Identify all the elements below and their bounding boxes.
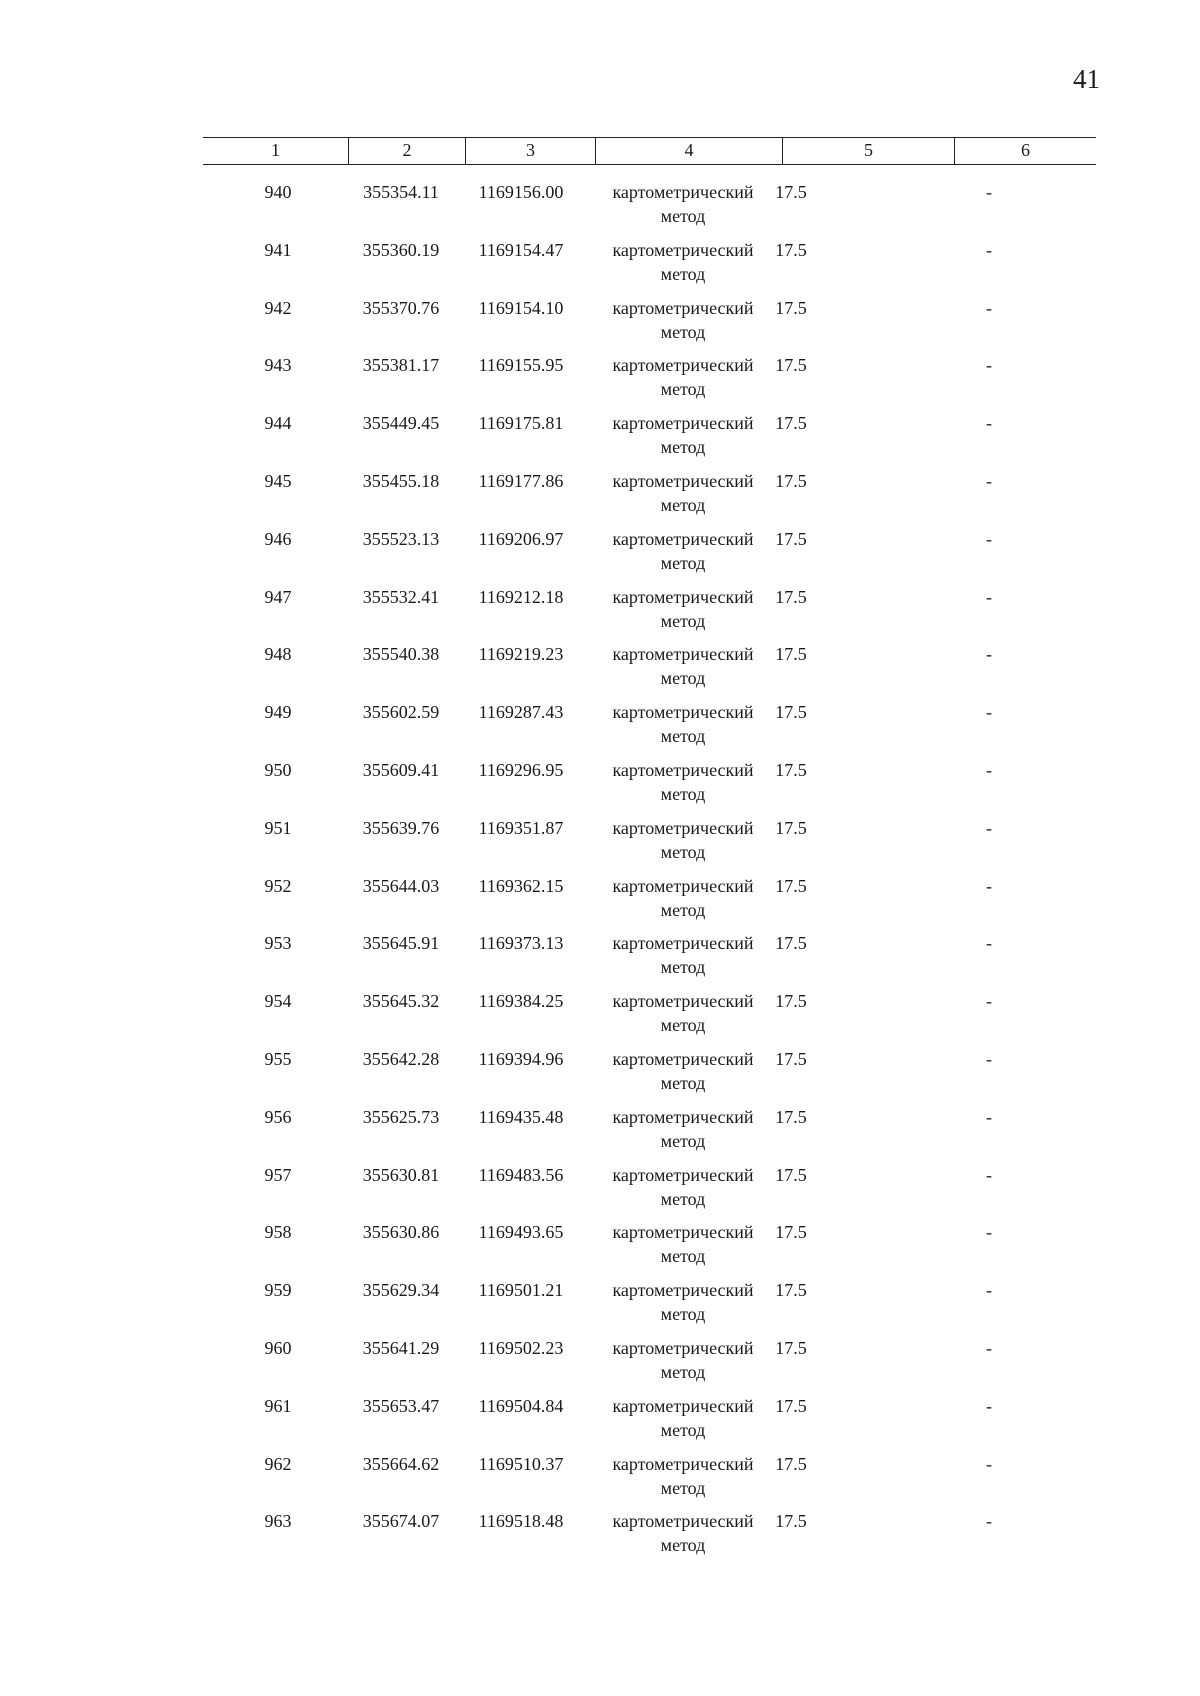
accuracy-value: 17.5 xyxy=(775,586,807,607)
point-number: 940 xyxy=(264,182,292,202)
accuracy-value: 17.5 xyxy=(775,1395,807,1416)
table-row xyxy=(203,527,1096,585)
table-row xyxy=(203,1220,1096,1278)
method-line-1: картометрический xyxy=(612,182,754,202)
empty-mark: - xyxy=(986,182,992,202)
method xyxy=(593,642,773,690)
accuracy-value: 17.5 xyxy=(775,817,807,838)
accuracy-value: 17.5 xyxy=(775,297,807,318)
method-line-2: метод xyxy=(660,263,706,284)
method xyxy=(593,238,773,286)
header-col-2: 2 xyxy=(349,138,466,164)
method-line-1: картометрический xyxy=(612,355,754,376)
coordinate-x: 355639.76 xyxy=(362,817,440,838)
empty-mark: - xyxy=(986,355,992,376)
coordinate-x: 355645.91 xyxy=(362,933,440,954)
coordinate-x: 355664.62 xyxy=(362,1453,440,1474)
table-row xyxy=(203,411,1096,469)
table-row xyxy=(203,758,1096,816)
table-row xyxy=(203,989,1096,1047)
method-line-2: метод xyxy=(660,783,706,804)
point-number: 944 xyxy=(264,413,292,434)
coordinate-y: 1169154.47 xyxy=(478,239,564,260)
empty-mark: - xyxy=(986,875,992,896)
method-line-1: картометрический xyxy=(612,1106,754,1127)
accuracy-value: 17.5 xyxy=(775,1106,807,1127)
method-line-1: картометрический xyxy=(612,297,754,318)
coordinate-y: 1169502.23 xyxy=(478,1337,564,1358)
method xyxy=(593,816,773,864)
point-number: 955 xyxy=(264,1048,292,1069)
coordinate-x: 355523.13 xyxy=(362,528,440,549)
point-number: 959 xyxy=(264,1280,292,1301)
method-line-2: метод xyxy=(660,1015,706,1036)
method-line-2: метод xyxy=(660,1361,706,1382)
empty-mark: - xyxy=(986,1222,992,1243)
coordinate-y: 1169175.81 xyxy=(478,413,564,434)
coordinate-y: 1169206.97 xyxy=(478,528,564,549)
method-line-2: метод xyxy=(660,899,706,920)
point-number: 956 xyxy=(264,1106,292,1127)
method xyxy=(593,469,773,517)
empty-mark: - xyxy=(986,297,992,318)
coordinate-y: 1169373.13 xyxy=(478,933,564,954)
coordinate-y: 1169518.48 xyxy=(478,1511,564,1532)
method xyxy=(593,1163,773,1211)
coordinate-y: 1169212.18 xyxy=(478,586,564,607)
point-number: 961 xyxy=(264,1395,292,1416)
accuracy-value: 17.5 xyxy=(775,182,807,202)
point-number: 958 xyxy=(264,1222,292,1243)
method-line-1: картометрический xyxy=(612,759,754,780)
accuracy-value: 17.5 xyxy=(775,1453,807,1474)
coordinate-x: 355455.18 xyxy=(362,470,440,491)
method xyxy=(593,1105,773,1153)
table-row xyxy=(203,296,1096,354)
coordinate-y: 1169510.37 xyxy=(478,1453,564,1474)
accuracy-value: 17.5 xyxy=(775,1280,807,1301)
empty-mark: - xyxy=(986,644,992,665)
coordinate-y: 1169501.21 xyxy=(478,1280,564,1301)
coordinate-y: 1169483.56 xyxy=(478,1164,564,1185)
method-line-2: метод xyxy=(660,1304,706,1325)
coordinate-y: 1169296.95 xyxy=(478,759,564,780)
coordinate-y: 1169219.23 xyxy=(478,644,564,665)
header-col-3: 3 xyxy=(466,138,596,164)
empty-mark: - xyxy=(986,239,992,260)
coordinate-x: 355370.76 xyxy=(362,297,440,318)
method-line-1: картометрический xyxy=(612,470,754,491)
table-row xyxy=(203,353,1096,411)
point-number: 960 xyxy=(264,1337,292,1358)
empty-mark: - xyxy=(986,1164,992,1185)
coordinate-y: 1169177.86 xyxy=(478,470,564,491)
table-row xyxy=(203,585,1096,643)
method-line-1: картометрический xyxy=(612,1453,754,1474)
table-body xyxy=(203,180,1096,1567)
accuracy-value: 17.5 xyxy=(775,644,807,665)
method-line-2: метод xyxy=(660,668,706,689)
empty-mark: - xyxy=(986,1280,992,1301)
header-col-6: 6 xyxy=(1021,140,1030,160)
method xyxy=(593,411,773,459)
coordinate-y: 1169287.43 xyxy=(478,702,564,723)
coordinate-x: 355609.41 xyxy=(362,759,440,780)
method-line-1: картометрический xyxy=(612,875,754,896)
method xyxy=(593,989,773,1037)
table-row xyxy=(203,931,1096,989)
table-row xyxy=(203,469,1096,527)
method-line-1: картометрический xyxy=(612,1337,754,1358)
header-col-4: 4 xyxy=(596,138,783,164)
coordinate-x: 355629.34 xyxy=(362,1280,440,1301)
empty-mark: - xyxy=(986,528,992,549)
method-line-1: картометрический xyxy=(612,413,754,434)
method xyxy=(593,1509,773,1557)
coordinate-y: 1169351.87 xyxy=(478,817,564,838)
accuracy-value: 17.5 xyxy=(775,1164,807,1185)
method xyxy=(593,1220,773,1268)
table-header xyxy=(203,137,1096,165)
empty-mark: - xyxy=(986,1453,992,1474)
method-line-2: метод xyxy=(660,1246,706,1267)
accuracy-value: 17.5 xyxy=(775,413,807,434)
header-col-1: 1 xyxy=(203,138,349,164)
accuracy-value: 17.5 xyxy=(775,528,807,549)
method-line-2: метод xyxy=(660,552,706,573)
table-row xyxy=(203,1163,1096,1221)
method-line-2: метод xyxy=(660,1477,706,1498)
point-number: 943 xyxy=(264,355,292,376)
coordinate-x: 355625.73 xyxy=(362,1106,440,1127)
coordinate-x: 355644.03 xyxy=(362,875,440,896)
point-number: 948 xyxy=(264,644,292,665)
method-line-2: метод xyxy=(660,1535,706,1556)
method-line-2: метод xyxy=(660,494,706,515)
coordinate-y: 1169504.84 xyxy=(478,1395,564,1416)
point-number: 950 xyxy=(264,759,292,780)
coordinate-x: 355645.32 xyxy=(362,991,440,1012)
method-line-1: картометрический xyxy=(612,1280,754,1301)
method-line-2: метод xyxy=(660,1419,706,1440)
method-line-2: метод xyxy=(660,1072,706,1093)
empty-mark: - xyxy=(986,1337,992,1358)
table-row xyxy=(203,1394,1096,1452)
coordinate-x: 355630.81 xyxy=(362,1164,440,1185)
table-row xyxy=(203,816,1096,874)
method-line-1: картометрический xyxy=(612,991,754,1012)
coordinate-x: 355532.41 xyxy=(362,586,440,607)
table-row xyxy=(203,1336,1096,1394)
method-line-1: картометрический xyxy=(612,528,754,549)
empty-mark: - xyxy=(986,991,992,1012)
empty-mark: - xyxy=(986,702,992,723)
method-line-1: картометрический xyxy=(612,817,754,838)
coordinate-x: 355630.86 xyxy=(362,1222,440,1243)
method xyxy=(593,1047,773,1095)
empty-mark: - xyxy=(986,1048,992,1069)
method-line-2: метод xyxy=(660,957,706,978)
point-number: 951 xyxy=(264,817,292,838)
table-row xyxy=(203,874,1096,932)
accuracy-value: 17.5 xyxy=(775,759,807,780)
method xyxy=(593,1336,773,1384)
method xyxy=(593,585,773,633)
method-line-2: метод xyxy=(660,321,706,342)
method xyxy=(593,931,773,979)
point-number: 963 xyxy=(264,1511,292,1532)
coordinate-y: 1169384.25 xyxy=(478,991,564,1012)
method-line-1: картометрический xyxy=(612,1511,754,1532)
method-line-1: картометрический xyxy=(612,586,754,607)
empty-mark: - xyxy=(986,1106,992,1127)
accuracy-value: 17.5 xyxy=(775,991,807,1012)
coordinate-x: 355602.59 xyxy=(362,702,440,723)
table-row xyxy=(203,1047,1096,1105)
empty-mark: - xyxy=(986,1511,992,1532)
coordinate-x: 355381.17 xyxy=(362,355,440,376)
accuracy-value: 17.5 xyxy=(775,1511,807,1532)
method-line-1: картометрический xyxy=(612,702,754,723)
empty-mark: - xyxy=(986,413,992,434)
empty-mark: - xyxy=(986,470,992,491)
point-number: 945 xyxy=(264,470,292,491)
point-number: 954 xyxy=(264,991,292,1012)
table-row xyxy=(203,1509,1096,1567)
method-line-1: картометрический xyxy=(612,1048,754,1069)
accuracy-value: 17.5 xyxy=(775,933,807,954)
method-line-1: картометрический xyxy=(612,933,754,954)
point-number: 941 xyxy=(264,239,292,260)
point-number: 942 xyxy=(264,297,292,318)
point-number: 953 xyxy=(264,933,292,954)
accuracy-value: 17.5 xyxy=(775,875,807,896)
coordinate-y: 1169156.00 xyxy=(478,182,564,202)
table-row xyxy=(203,700,1096,758)
method-line-2: метод xyxy=(660,437,706,458)
method-line-2: метод xyxy=(660,1130,706,1151)
coordinate-x: 355540.38 xyxy=(362,644,440,665)
method xyxy=(593,758,773,806)
empty-mark: - xyxy=(986,586,992,607)
method-line-2: метод xyxy=(660,379,706,400)
table-row xyxy=(203,1278,1096,1336)
header-col-5: 5 xyxy=(783,138,955,164)
table-row xyxy=(203,1105,1096,1163)
method-line-1: картометрический xyxy=(612,239,754,260)
empty-mark: - xyxy=(986,933,992,954)
coordinate-y: 1169435.48 xyxy=(478,1106,564,1127)
method-line-2: метод xyxy=(660,726,706,747)
point-number: 947 xyxy=(264,586,292,607)
method-line-2: метод xyxy=(660,841,706,862)
method-line-2: метод xyxy=(660,1188,706,1209)
empty-mark: - xyxy=(986,817,992,838)
coordinate-x: 355642.28 xyxy=(362,1048,440,1069)
method-line-1: картометрический xyxy=(612,1164,754,1185)
coordinate-y: 1169493.65 xyxy=(478,1222,564,1243)
method xyxy=(593,1452,773,1500)
table-row xyxy=(203,180,1096,238)
method xyxy=(593,527,773,575)
method xyxy=(593,180,773,228)
method-line-2: метод xyxy=(660,610,706,631)
accuracy-value: 17.5 xyxy=(775,355,807,376)
coordinate-x: 355354.11 xyxy=(363,182,439,202)
method-line-1: картометрический xyxy=(612,1222,754,1243)
method xyxy=(593,700,773,748)
table-row xyxy=(203,642,1096,700)
coordinate-x: 355449.45 xyxy=(362,413,440,434)
page-number: 41 xyxy=(1073,64,1100,94)
accuracy-value: 17.5 xyxy=(775,1048,807,1069)
accuracy-value: 17.5 xyxy=(775,470,807,491)
coordinate-y: 1169154.10 xyxy=(478,297,564,318)
method-line-2: метод xyxy=(660,206,706,226)
accuracy-value: 17.5 xyxy=(775,239,807,260)
accuracy-value: 17.5 xyxy=(775,1337,807,1358)
point-number: 949 xyxy=(264,702,292,723)
point-number: 962 xyxy=(264,1453,292,1474)
method xyxy=(593,1278,773,1326)
point-number: 946 xyxy=(264,528,292,549)
table-row xyxy=(203,1452,1096,1510)
coordinate-x: 355674.07 xyxy=(362,1511,440,1532)
coordinate-x: 355360.19 xyxy=(362,239,440,260)
point-number: 952 xyxy=(264,875,292,896)
method-line-1: картометрический xyxy=(612,1395,754,1416)
method-line-1: картометрический xyxy=(612,644,754,665)
method xyxy=(593,296,773,344)
accuracy-value: 17.5 xyxy=(775,702,807,723)
point-number: 957 xyxy=(264,1164,292,1185)
coordinate-y: 1169155.95 xyxy=(478,355,564,376)
method xyxy=(593,353,773,401)
method xyxy=(593,1394,773,1442)
coordinate-y: 1169394.96 xyxy=(478,1048,564,1069)
coordinate-x: 355653.47 xyxy=(362,1395,440,1416)
method xyxy=(593,874,773,922)
coordinate-y: 1169362.15 xyxy=(478,875,564,896)
table-row xyxy=(203,238,1096,296)
empty-mark: - xyxy=(986,1395,992,1416)
accuracy-value: 17.5 xyxy=(775,1222,807,1243)
coordinate-x: 355641.29 xyxy=(362,1337,440,1358)
empty-mark: - xyxy=(986,759,992,780)
